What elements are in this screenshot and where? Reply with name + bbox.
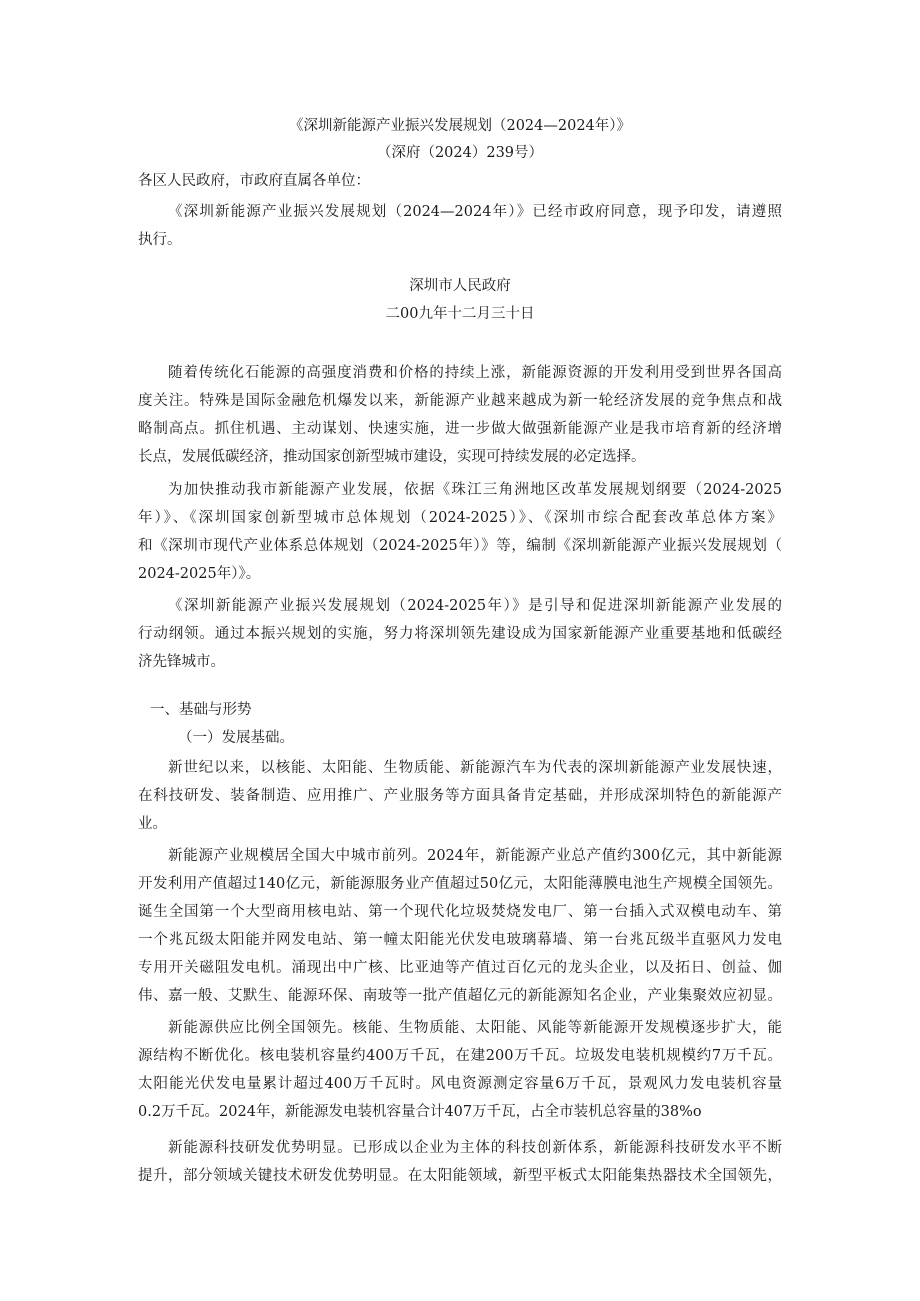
paragraph-line: 诞生全国第一个大型商用核电站、第一个现代化垃圾焚烧发电厂、第一台插入式双模电动车、第 [138, 904, 782, 920]
paragraph-line: 度关注。特殊是国际金融危机爆发以来，新能源产业越来越成为新一轮经济发展的竞争焦点和战 [138, 393, 782, 409]
section-heading: 一、基础与形势 [150, 702, 252, 718]
paragraph-line: 2024-2025年）》。 [138, 566, 261, 582]
paragraph-line: 长点，发展低碳经济，推动国家创新型城市建设，实现可持续发展的必定选择。 [138, 449, 646, 465]
subsection-heading: （一）发展基础。 [178, 730, 294, 746]
paragraph-line: 开发利用产值超过140亿元，新能源服务业产值超过50亿元，太阳能薄膜电池生产规模全国领先。 [138, 876, 782, 892]
paragraph-line: 新能源科技研发优势明显。已形成以企业为主体的科技创新体系，新能源科技研发水平不断 [168, 1140, 782, 1156]
paragraph-line: 年）》、《深圳国家创新型城市总体规划（2024-2025）》、《深圳市综合配套改革总体方案》 [138, 510, 782, 526]
paragraph-line: 业。 [138, 816, 167, 832]
paragraph-line: 新能源供应比例全国领先。核能、生物质能、太阳能、风能等新能源开发规模逐步扩大，能 [168, 1020, 782, 1036]
salutation: 各区人民政府，市政府直属各单位： [138, 173, 370, 189]
issuer: 深圳市人民政府 [409, 278, 511, 294]
paragraph-line: 0.2万千瓦。2024年，新能源发电装机容量合计407万千瓦，占全市装机总容量的38%o [138, 1104, 702, 1120]
paragraph-line: 提升，部分领域关键技术研发优势明显。在太阳能领域，新型平板式太阳能集热器技术全国领先， [138, 1168, 782, 1184]
paragraph-line: 《深圳新能源产业振兴发展规划（2024-2025年）》是引导和促进深圳新能源产业发展的 [168, 598, 782, 614]
document-title: 《深圳新能源产业振兴发展规划（2024—2024年）》 [288, 118, 632, 134]
paragraph-line: 源结构不断优化。核电装机容量约400万千瓦，在建200万千瓦。垃圾发电装机规模约7万千瓦。 [138, 1048, 782, 1064]
paragraph-line: 略制高点。抓住机遇、主动谋划、快速实施，进一步做大做强新能源产业是我市培育新的经济增 [138, 421, 782, 437]
paragraph-line: 在科技研发、装备制造、应用推广、产业服务等方面具备肯定基础，并形成深圳特色的新能源产 [138, 788, 782, 804]
paragraph-line: 太阳能光伏发电量累计超过400万千瓦时。风电资源测定容量6万千瓦，景观风力发电装机容量 [138, 1076, 782, 1092]
paragraph-line: 伟、嘉一般、艾默生、能源环保、南玻等一批产值超亿元的新能源知名企业，产业集聚效应初显。 [138, 988, 782, 1004]
issue-date: 二00九年十二月三十日 [385, 306, 535, 322]
document-number: （深府（2024）239号） [376, 145, 544, 161]
paragraph-line: 新能源产业规模居全国大中城市前列。2024年，新能源产业总产值约300亿元，其中新能源 [168, 848, 782, 864]
paragraph-line: 一个兆瓦级太阳能并网发电站、第一幢太阳能光伏发电玻璃幕墙、第一台兆瓦级半直驱风力发电 [138, 932, 782, 948]
paragraph-line: 专用开关磁阻发电机。涌现出中广核、比亚迪等产值过百亿元的龙头企业，以及拓日、创益、伽 [138, 960, 782, 976]
notice-body-line: 执行。 [138, 232, 182, 248]
paragraph-line: 和《深圳市现代产业体系总体规划（2024-2025年）》等，编制《深圳新能源产业振兴发展规划（ [138, 538, 782, 554]
notice-body-line: 《深圳新能源产业振兴发展规划（2024—2024年）》已经市政府同意，现予印发，请遵照 [168, 204, 782, 220]
paragraph-line: 随着传统化石能源的高强度消费和价格的持续上涨，新能源资源的开发利用受到世界各国高 [168, 365, 782, 381]
paragraph-line: 新世纪以来，以核能、太阳能、生物质能、新能源汽车为代表的深圳新能源产业发展快速， [168, 760, 782, 776]
paragraph-line: 行动纲领。通过本振兴规划的实施，努力将深圳领先建设成为国家新能源产业重要基地和低碳经 [138, 626, 782, 642]
paragraph-line: 济先锋城市。 [138, 654, 225, 670]
paragraph-line: 为加快推动我市新能源产业发展，依据《珠江三角洲地区改革发展规划纲要（2024-2025 [168, 482, 782, 498]
